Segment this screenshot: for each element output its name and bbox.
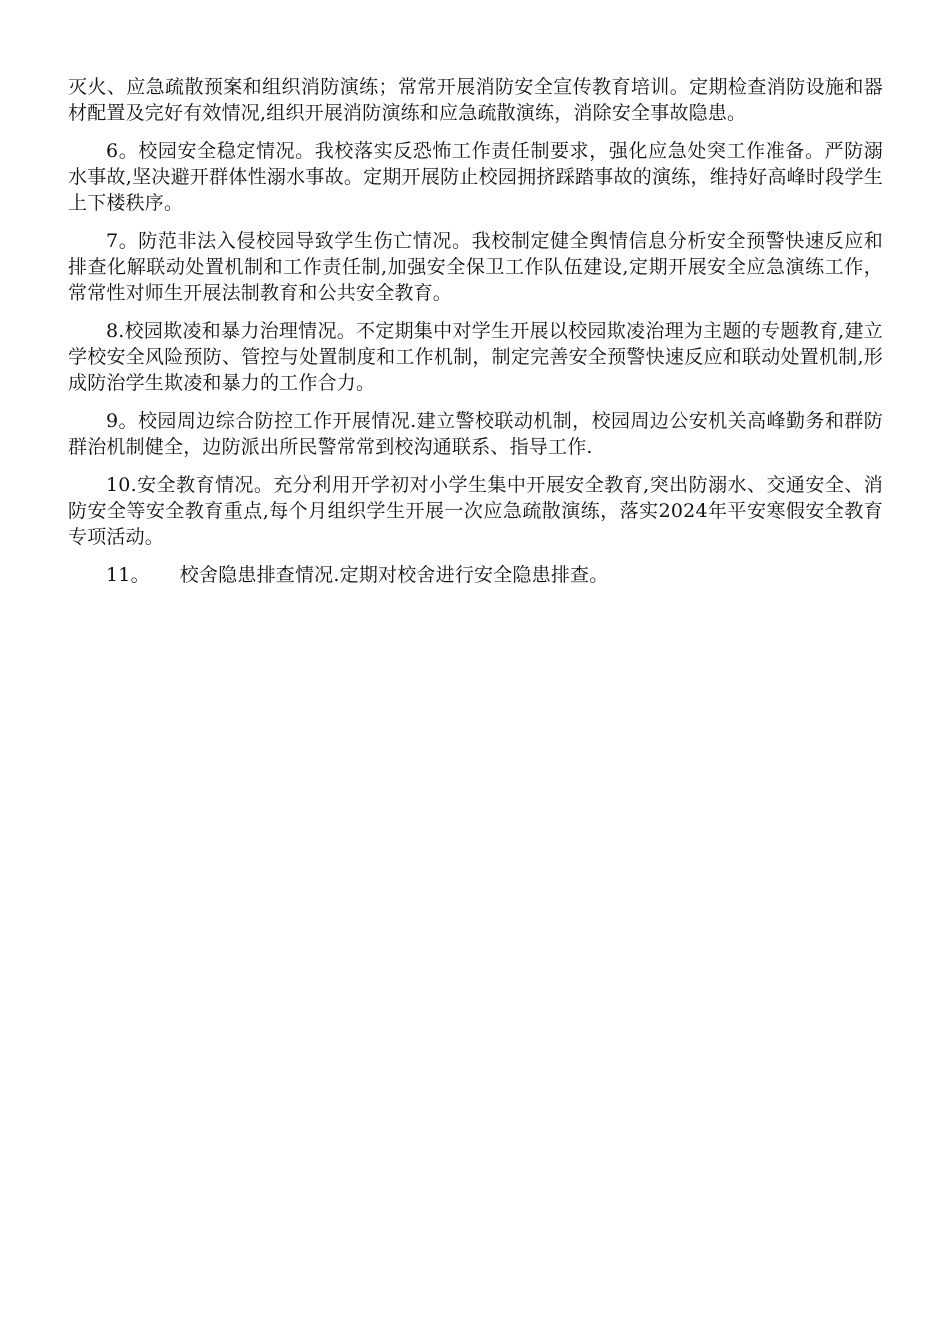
document-body <box>68 74 883 600</box>
item-text: 校舍隐患排查情况.定期对校舍进行安全隐患排查。 <box>179 564 609 586</box>
paragraph-bullying: 8.校园欺凌和暴力治理情况。不定期集中对学生开展以校园欺凌治理为主题的专题教育,建立学校安全风险预防、管控与处置制度和工作机制，制定完善安全预警快速反应和联动处置机制,形成防治学生欺凌和暴力的工作合力。 <box>68 320 883 394</box>
paragraph-surroundings: 9。校园周边综合防控工作开展情况.建立警校联动机制，校园周边公安机关高峰勤务和群防群治机制健全，边防派出所民警常常到校沟通联系、指导工作. <box>68 410 883 458</box>
paragraph-illegal-intrusion: 7。防范非法入侵校园导致学生伤亡情况。我校制定健全舆情信息分析安全预警快速反应和排查化解联动处置机制和工作责任制,加强安全保卫工作队伍建设,定期开展安全应急演练工作，常常性对师生开展法制教育和公共安全教育。 <box>68 230 883 304</box>
item-number: 11。 <box>106 564 150 586</box>
paragraph-campus-stability: 6。校园安全稳定情况。我校落实反恐怖工作责任制要求，强化应急处突工作准备。严防溺水事故,坚决避开群体性溺水事故。定期开展防止校园拥挤踩踏事故的演练，维持好高峰时段学生上下楼秩序。 <box>68 140 883 214</box>
paragraph-dormitory-inspection <box>68 562 883 588</box>
paragraph-fire-safety: 灭火、应急疏散预案和组织消防演练；常常开展消防安全宣传教育培训。定期检查消防设施和器材配置及完好有效情况,组织开展消防演练和应急疏散演练，消除安全事故隐患。 <box>68 76 883 124</box>
paragraph-safety-education: 10.安全教育情况。充分利用开学初对小学生集中开展安全教育,突出防溺水、交通安全、消防安全等安全教育重点,每个月组织学生开展一次应急疏散演练，落实2024年平安寒假安全教育专项活动。 <box>68 474 883 548</box>
